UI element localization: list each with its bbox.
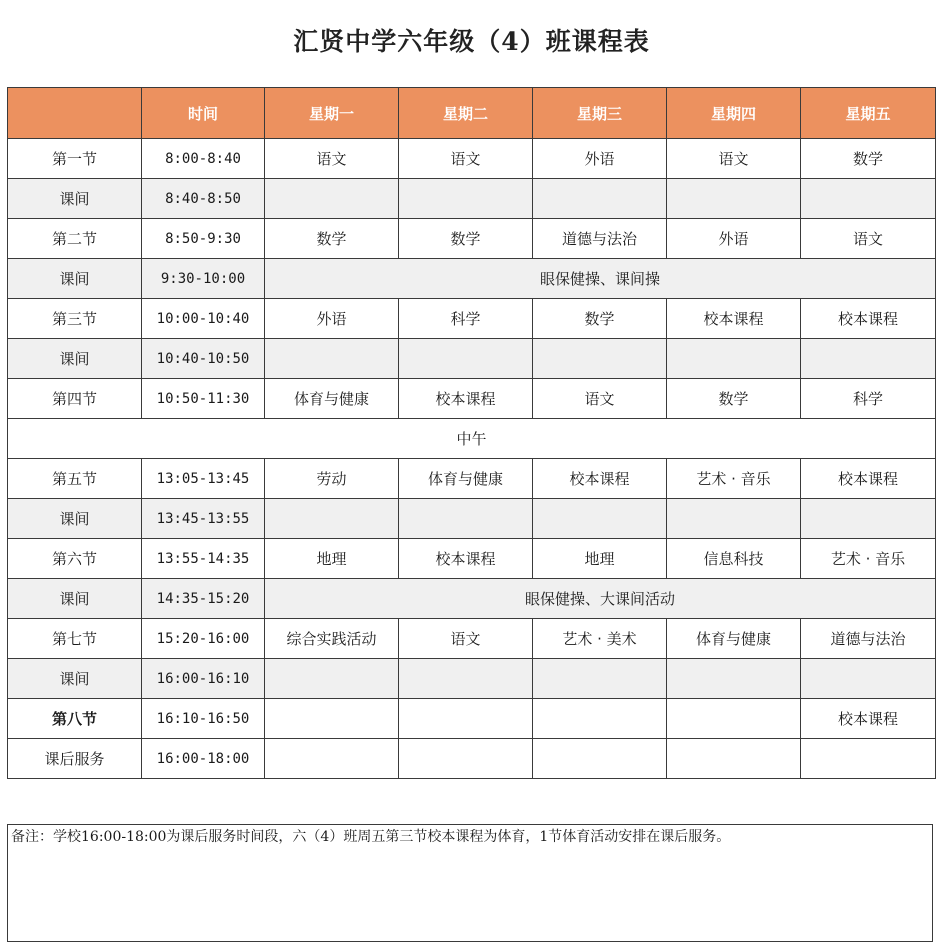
- subject-cell: [399, 699, 533, 739]
- subject-cell: 信息科技: [667, 539, 801, 579]
- empty-cell: [265, 659, 399, 699]
- table-row: [8, 259, 936, 299]
- table-row: [8, 419, 936, 459]
- empty-cell: [801, 499, 936, 539]
- period-time: 10:50-11:30: [142, 379, 265, 419]
- subject-cell: 校本课程: [399, 539, 533, 579]
- empty-cell: [265, 339, 399, 379]
- remarks-box: 备注：学校16:00-18:00为课后服务时间段，六（4）班周五第三节校本课程为体育，1节体育活动安排在课后服务。: [7, 824, 933, 942]
- subject-cell: 校本课程: [801, 299, 936, 339]
- subject-cell: 体育与健康: [265, 379, 399, 419]
- table-row: [8, 299, 936, 339]
- period-time: 13:45-13:55: [142, 499, 265, 539]
- subject-cell: 劳动: [265, 459, 399, 499]
- period-time: 8:00-8:40: [142, 139, 265, 179]
- subject-cell: 艺术 · 音乐: [801, 539, 936, 579]
- table-row: [8, 339, 936, 379]
- subject-cell: 数学: [667, 379, 801, 419]
- header-tuesday: 星期二: [399, 88, 533, 139]
- subject-cell: 校本课程: [801, 459, 936, 499]
- table-row: [8, 699, 936, 739]
- empty-cell: [399, 659, 533, 699]
- table-row: [8, 459, 936, 499]
- empty-cell: [265, 499, 399, 539]
- subject-cell: 语文: [399, 619, 533, 659]
- table-row: [8, 179, 936, 219]
- table-row: [8, 499, 936, 539]
- period-time: 8:50-9:30: [142, 219, 265, 259]
- subject-cell: 校本课程: [801, 699, 936, 739]
- period-label: 课间: [8, 499, 142, 539]
- break-activity: 眼保健操、大课间活动: [265, 579, 936, 619]
- subject-cell: 艺术 · 美术: [533, 619, 667, 659]
- empty-cell: [533, 499, 667, 539]
- header-wednesday: 星期三: [533, 88, 667, 139]
- subject-cell: 地理: [265, 539, 399, 579]
- subject-cell: 道德与法治: [801, 619, 936, 659]
- period-time: 13:05-13:45: [142, 459, 265, 499]
- period-time: 8:40-8:50: [142, 179, 265, 219]
- subject-cell: 校本课程: [667, 299, 801, 339]
- period-time: 10:40-10:50: [142, 339, 265, 379]
- empty-cell: [667, 659, 801, 699]
- period-label: 课后服务: [8, 739, 142, 779]
- subject-cell: 校本课程: [533, 459, 667, 499]
- header-blank-cell: [8, 88, 142, 139]
- table-row: [8, 579, 936, 619]
- period-label: 第八节: [8, 699, 142, 739]
- subject-cell: [667, 699, 801, 739]
- subject-cell: 校本课程: [399, 379, 533, 419]
- subject-cell: 综合实践活动: [265, 619, 399, 659]
- period-label: 课间: [8, 659, 142, 699]
- subject-cell: [667, 739, 801, 779]
- subject-cell: 数学: [265, 219, 399, 259]
- empty-cell: [533, 339, 667, 379]
- break-activity: 眼保健操、课间操: [265, 259, 936, 299]
- period-label: 第七节: [8, 619, 142, 659]
- subject-cell: [533, 699, 667, 739]
- table-row: [8, 619, 936, 659]
- period-time: 14:35-15:20: [142, 579, 265, 619]
- subject-cell: [399, 739, 533, 779]
- header-row: [8, 88, 936, 139]
- empty-cell: [399, 339, 533, 379]
- period-label: 第五节: [8, 459, 142, 499]
- empty-cell: [533, 179, 667, 219]
- period-time: 16:10-16:50: [142, 699, 265, 739]
- subject-cell: 外语: [667, 219, 801, 259]
- empty-cell: [533, 659, 667, 699]
- subject-cell: 数学: [801, 139, 936, 179]
- period-label: 第三节: [8, 299, 142, 339]
- table-row: [8, 139, 936, 179]
- schedule-body: [8, 139, 936, 779]
- period-time: 16:00-18:00: [142, 739, 265, 779]
- empty-cell: [399, 499, 533, 539]
- period-label: 课间: [8, 259, 142, 299]
- period-time: 16:00-16:10: [142, 659, 265, 699]
- period-time: 10:00-10:40: [142, 299, 265, 339]
- subject-cell: 科学: [801, 379, 936, 419]
- subject-cell: 地理: [533, 539, 667, 579]
- header-friday: 星期五: [801, 88, 936, 139]
- noon-label: 中午: [8, 419, 936, 459]
- subject-cell: 语文: [667, 139, 801, 179]
- period-label: 第六节: [8, 539, 142, 579]
- table-row: [8, 659, 936, 699]
- subject-cell: 语文: [533, 379, 667, 419]
- subject-cell: [265, 699, 399, 739]
- empty-cell: [667, 339, 801, 379]
- subject-cell: 外语: [265, 299, 399, 339]
- table-row: [8, 219, 936, 259]
- empty-cell: [667, 179, 801, 219]
- subject-cell: [533, 739, 667, 779]
- header-monday: 星期一: [265, 88, 399, 139]
- subject-cell: 外语: [533, 139, 667, 179]
- header-time: 时间: [142, 88, 265, 139]
- period-label: 第一节: [8, 139, 142, 179]
- empty-cell: [801, 339, 936, 379]
- period-label: 课间: [8, 179, 142, 219]
- subject-cell: 体育与健康: [667, 619, 801, 659]
- empty-cell: [265, 179, 399, 219]
- subject-cell: 数学: [533, 299, 667, 339]
- empty-cell: [667, 499, 801, 539]
- period-time: 9:30-10:00: [142, 259, 265, 299]
- subject-cell: 数学: [399, 219, 533, 259]
- subject-cell: 语文: [265, 139, 399, 179]
- header-thursday: 星期四: [667, 88, 801, 139]
- subject-cell: 体育与健康: [399, 459, 533, 499]
- table-row: [8, 739, 936, 779]
- empty-cell: [801, 659, 936, 699]
- period-label: 第四节: [8, 379, 142, 419]
- subject-cell: [265, 739, 399, 779]
- subject-cell: 科学: [399, 299, 533, 339]
- subject-cell: 道德与法治: [533, 219, 667, 259]
- table-row: [8, 379, 936, 419]
- table-row: [8, 539, 936, 579]
- page-title: 汇贤中学六年级（4）班课程表: [293, 27, 650, 56]
- empty-cell: [801, 179, 936, 219]
- subject-cell: 艺术 · 音乐: [667, 459, 801, 499]
- empty-cell: [399, 179, 533, 219]
- period-time: 13:55-14:35: [142, 539, 265, 579]
- period-time: 15:20-16:00: [142, 619, 265, 659]
- period-label: 课间: [8, 339, 142, 379]
- subject-cell: [801, 739, 936, 779]
- period-label: 第二节: [8, 219, 142, 259]
- period-label: 课间: [8, 579, 142, 619]
- subject-cell: 语文: [801, 219, 936, 259]
- schedule-table: [7, 87, 936, 779]
- subject-cell: 语文: [399, 139, 533, 179]
